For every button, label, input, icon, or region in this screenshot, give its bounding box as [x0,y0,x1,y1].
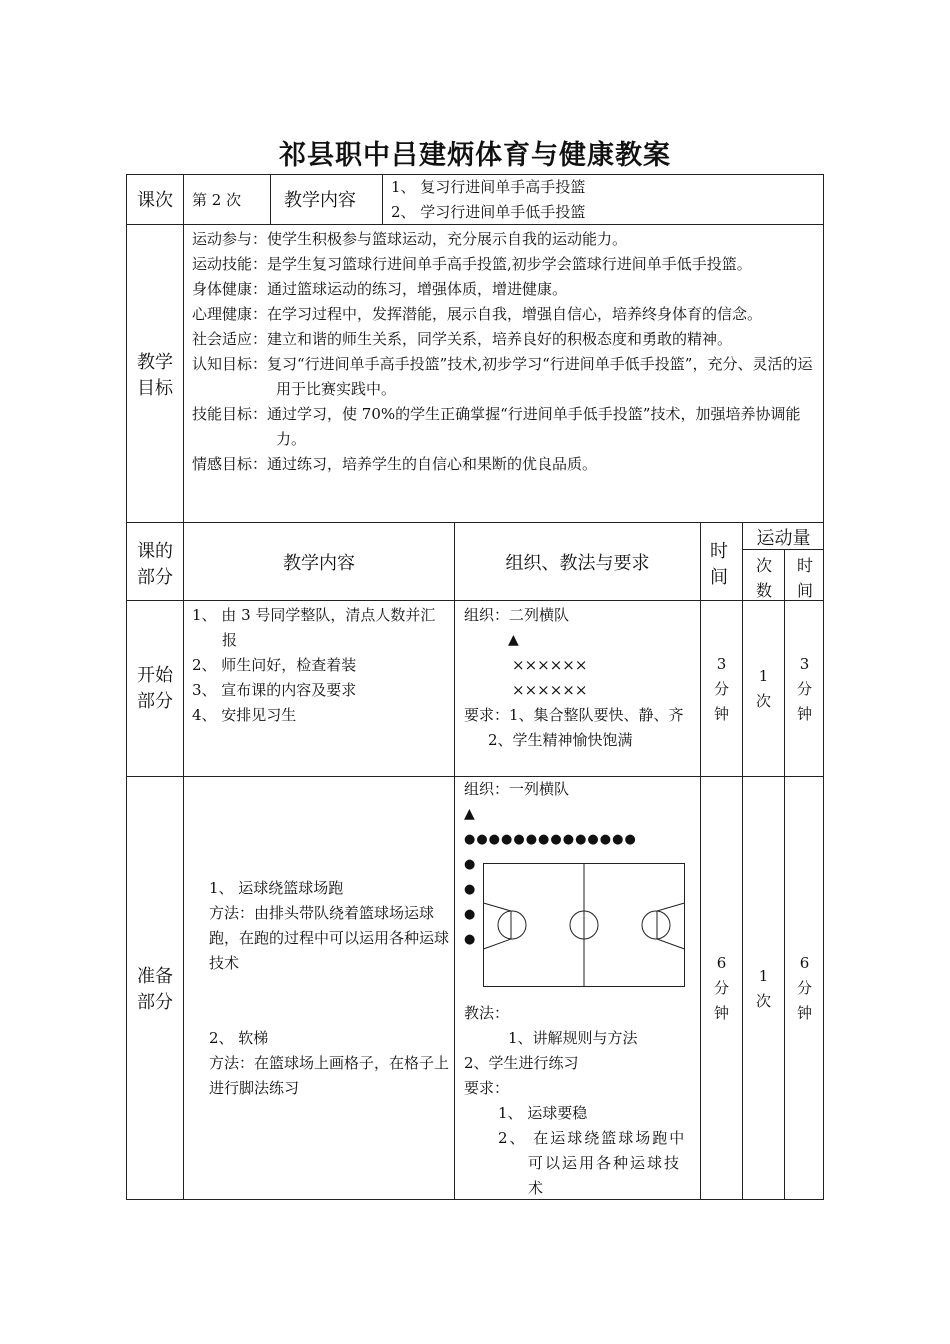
list-item: 1、 由 3 号同学整队，清点人数并汇报 [192,606,436,649]
lesson-number-label: 课次 [137,190,173,211]
student-dot: ● [464,882,476,897]
prep-item-method: 方法：在篮球场上画格子，在格子上进行脚法练习 [209,1054,450,1097]
objectives-label: 教学目标 [137,352,173,399]
content-item: 2、 学习行进间单手低手投篮 [391,203,586,221]
start-part-label: 开始部分 [137,665,173,712]
prep-item-method: 方法：由排头带队绕着篮球场运球跑，在跑的过程中可以运用各种运球技术 [209,904,450,972]
col-load-count-header: 次数 [755,556,772,600]
header-content-items [391,175,811,225]
start-load-time: 3分钟 [797,655,813,723]
method-title: 教法： [464,1004,510,1022]
objective-item: 社会适应：建立和谐的师生关系，同学关系，培养良好的积极态度和勇敢的精神。 [192,330,733,348]
col-organization-header: 组织、教法与要求 [505,553,650,574]
objective-item: 运动参与：使学生积极参与篮球运动，充分展示自我的运动能力。 [192,230,628,248]
formation-row: ×××××× [512,681,588,699]
objective-item: 心理健康：在学习过程中，发挥潜能，展示自我，增强自信心，培养终身体育的信念。 [192,305,763,323]
organization-title: 组织：一列横队 [464,780,570,798]
objective-item: 情感目标：通过练习，培养学生的自信心和果断的优良品质。 [192,455,598,473]
prep-time: 6分钟 [714,954,730,1022]
col-time-header: 时间 [710,541,728,588]
organization-title: 组织：二列横队 [464,606,570,624]
objective-item: 认知目标：复习“行进间单手高手投篮”技术,初步学习“行进间单手低手投篮”，充分、灵活的运用于比赛实践中。 [192,355,813,398]
prep-method-requirements [464,1001,696,1201]
objective-item: 运动技能：是学生复习篮球行进间单手高手投篮,初步学会篮球行进间单手低手投篮。 [192,255,752,273]
content-item: 1、 复习行进间单手高手投篮 [391,178,586,196]
col-load-header: 运动量 [756,528,811,549]
method-step: 1、讲解规则与方法 [508,1029,638,1047]
page-title: 祁县职中吕建炳体育与健康教案 [279,140,671,171]
start-organization [464,603,694,753]
prep-part-label: 准备部分 [137,966,173,1013]
col-content-header: 教学内容 [283,553,355,574]
start-content [192,603,450,728]
objective-item: 技能目标：通过学习，使 70%的学生正确掌握“行进间单手低手投篮”技术，加强培养协调能力。 [192,405,801,448]
court-left-circle [498,911,526,939]
requirement-text: 1、 运球要稳 [498,1104,588,1122]
start-count: 1次 [756,667,772,710]
prep-count: 1次 [756,967,772,1010]
teacher-marker-icon: ▲ [508,632,519,648]
student-dot-row: ●●●●●●●●●●●●●● [464,832,637,847]
student-dot: ● [464,932,476,947]
prep-content [209,876,449,1101]
lesson-number-value: 第 2 次 [192,191,242,209]
formation-row: ×××××× [512,656,588,674]
teacher-marker-icon: ▲ [464,806,475,822]
list-item: 2、 师生问好，检查着装 [192,656,357,674]
student-dot: ● [464,857,476,872]
method-step: 2、学生进行练习 [464,1054,579,1072]
objectives-list [192,227,818,477]
prep-load-time: 6分钟 [797,954,813,1022]
col-load-time-header: 时间 [796,556,813,600]
list-item: 4、 安排见习生 [192,706,297,724]
prep-item-title: 2、 软梯 [209,1029,269,1047]
court-left-key [484,903,512,949]
student-dot: ● [464,907,476,922]
prep-item-title: 1、 运球绕篮球场跑 [209,879,344,897]
requirement-title: 要求： [464,1079,510,1097]
requirement-text: 2、 在运球绕篮球场跑中可以运用各种运球技术 [498,1129,687,1197]
objective-item: 身体健康：通过篮球运动的练习，增强体质，增进健康。 [192,280,568,298]
basketball-court-diagram [483,863,685,987]
start-time: 3分钟 [714,655,730,723]
court-right-key [657,903,685,949]
col-part-header: 课的部分 [137,541,173,588]
court-right-circle [642,911,670,939]
requirement-text: 要求：1、集合整队要快、静、齐 [464,706,684,724]
header-content-label: 教学内容 [284,190,356,211]
list-item: 3、 宣布课的内容及要求 [192,681,357,699]
requirement-text: 2、学生精神愉快饱满 [488,731,633,749]
